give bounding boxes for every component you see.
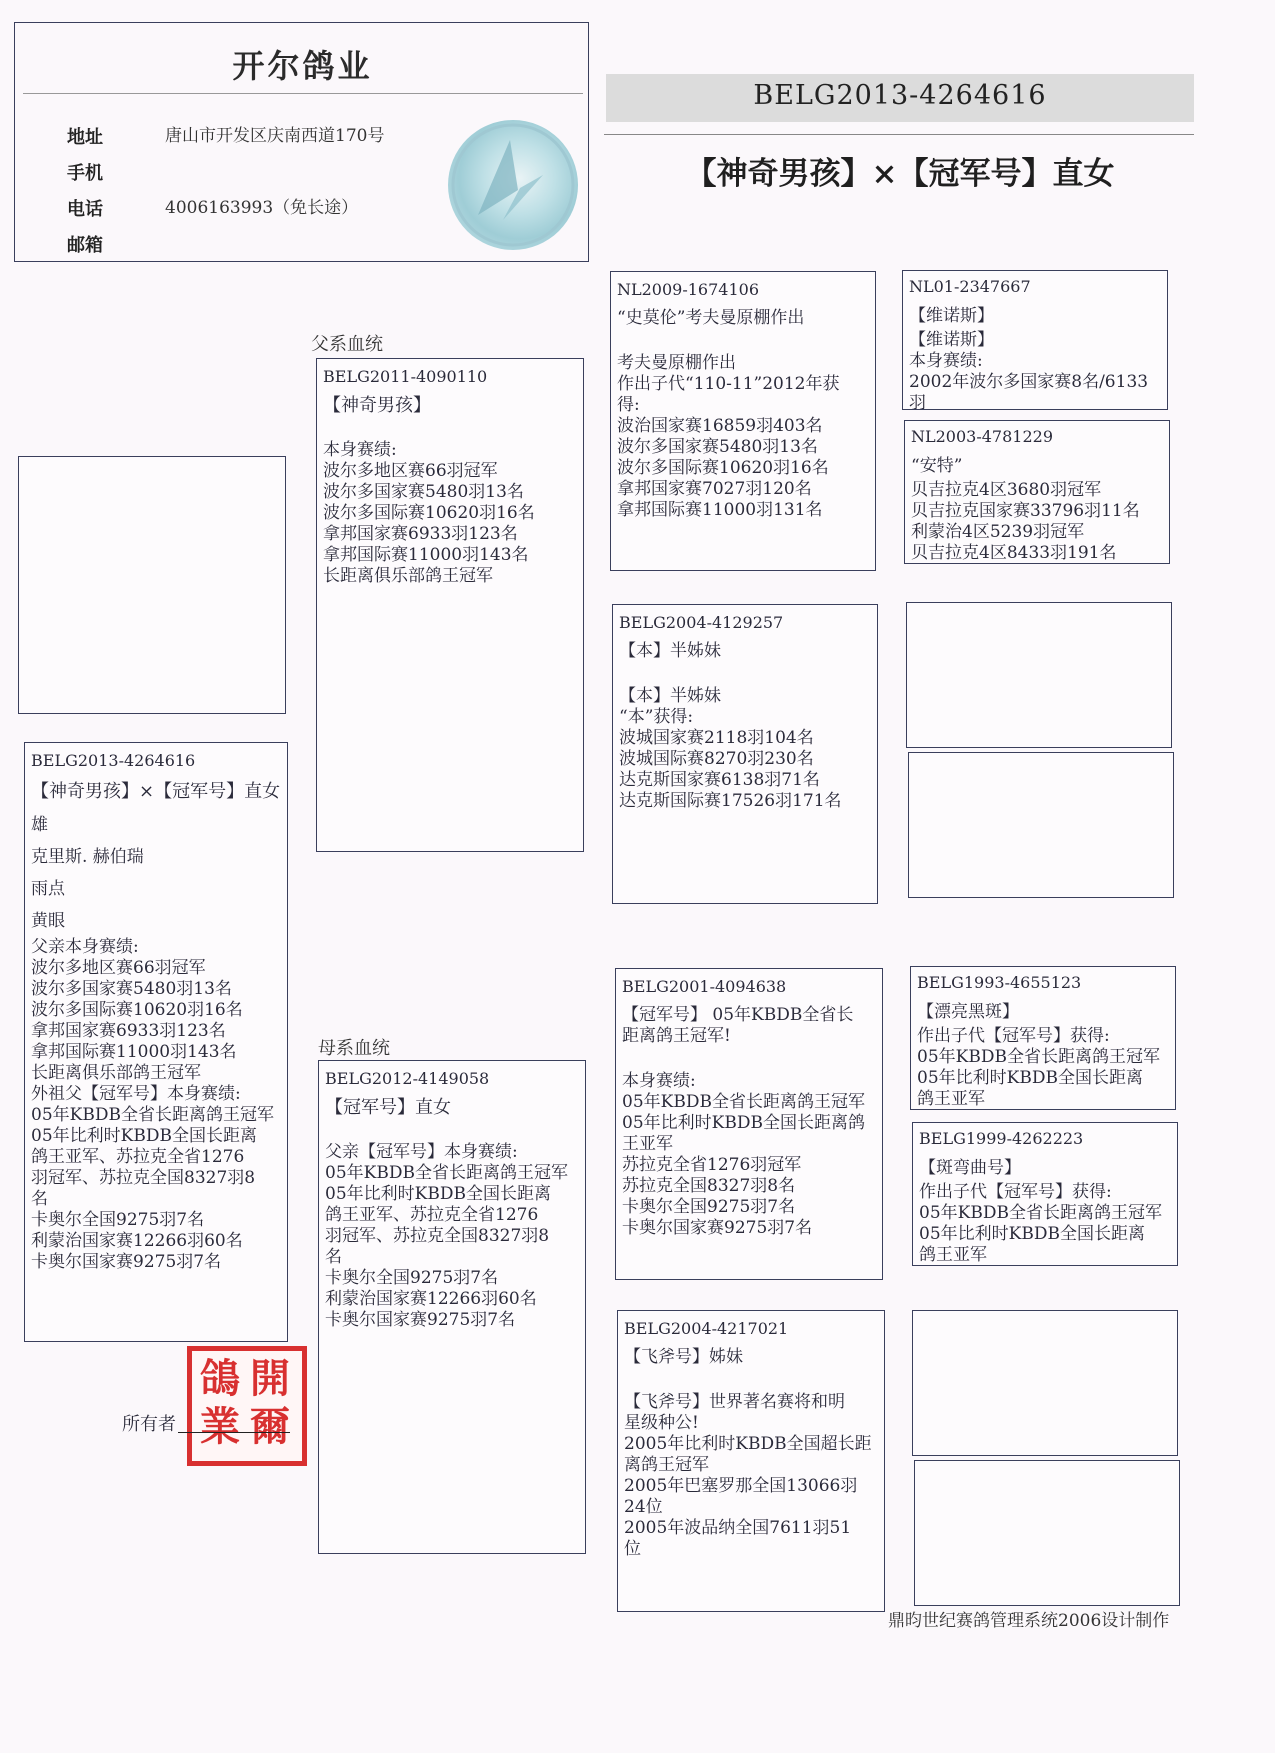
result-line: 波尔多地区赛66羽冠军	[323, 461, 498, 481]
dam-box	[318, 1060, 586, 1554]
dam-dam-box	[617, 1310, 885, 1612]
result-line: 羽	[909, 393, 926, 410]
result-line: 2005年波品纳全国7611羽51	[624, 1518, 852, 1538]
result-line: 位	[624, 1539, 641, 1559]
result-line: 本身赛绩:	[323, 440, 397, 460]
ring-number: BELG2004-4217021	[624, 1319, 789, 1338]
result-line: 鸽王亚军	[917, 1089, 985, 1109]
result-line: 05年KBDB全省长距离鸽王冠军	[919, 1203, 1162, 1223]
result-line: 05年KBDB全省长距离鸽王冠军	[622, 1092, 865, 1112]
ring-number: BELG2001-4094638	[622, 977, 787, 996]
result-line: 星级种公!	[624, 1413, 699, 1433]
result-line: 波尔多国家赛5480羽13名	[617, 437, 818, 457]
result-line: 达克斯国家赛6138羽71名	[619, 770, 820, 790]
results-list	[619, 686, 871, 812]
results-list	[617, 353, 869, 521]
ring-number: BELG2013-4264616	[31, 751, 196, 770]
result-line: 05年比利时KBDB全国长距离鸽	[622, 1113, 865, 1133]
result-line: 卡奥尔全国9275羽7名	[622, 1197, 796, 1217]
result-line: 贝吉拉克4区8433羽191名	[911, 543, 1117, 563]
result-line: 利蒙治4区5239羽冠军	[911, 522, 1085, 542]
pigeon-name: 【斑弯曲号】	[919, 1158, 1021, 1178]
result-line: 【飞斧号】世界著名赛将和明	[624, 1392, 845, 1412]
results-list	[919, 1182, 1171, 1266]
result-line: 作出子代【冠军号】获得:	[919, 1182, 1112, 1202]
result-line: 鸽王亚军、苏拉克全省1276	[31, 1147, 245, 1167]
result-line: 2005年巴塞罗那全国13066羽	[624, 1476, 858, 1496]
result-line: 卡奥尔国家赛9275羽7名	[325, 1310, 516, 1330]
result-line: 05年比利时KBDB全国长距离	[325, 1184, 551, 1204]
result-line: 05年KBDB全省长距离鸽王冠军	[325, 1163, 568, 1183]
result-line: 羽冠军、苏拉克全国8327羽8	[31, 1168, 256, 1188]
pigeon-name: 【冠军号】 05年KBDB全省长	[622, 1005, 854, 1025]
sire-section-label: 父系血统	[311, 334, 383, 355]
result-line: 05年比利时KBDB全国长距离	[919, 1224, 1145, 1244]
ring-number: NL2003-4781229	[911, 427, 1054, 446]
ring-number: BELG2012-4149058	[325, 1069, 490, 1088]
result-line: 波城国际赛8270羽230名	[619, 749, 814, 769]
result-line: 波城国家赛2118羽104名	[619, 728, 814, 748]
pigeon-name: 距离鸽王冠军!	[622, 1026, 731, 1046]
results-list	[323, 440, 577, 587]
ring-number: BELG2004-4129257	[619, 613, 784, 632]
ring-number: BELG2011-4090110	[323, 367, 488, 386]
result-line: 名	[31, 1189, 48, 1209]
phone-value: 4006163993（免长途）	[165, 198, 359, 218]
pigeon-name: “史莫伦”考夫曼原棚作出	[617, 308, 805, 328]
ring-number: BELG1999-4262223	[919, 1129, 1084, 1148]
sire-sire-dam-box	[904, 420, 1170, 564]
pigeon-name: 【飞斧号】姊妹	[624, 1347, 743, 1367]
dam-sire-box	[615, 968, 883, 1280]
pigeon-name: 【维诺斯】	[909, 306, 994, 326]
detail-line: 黄眼	[31, 911, 65, 931]
red-seal-stamp	[187, 1346, 307, 1466]
result-line: 卡奥尔国家赛9275羽7名	[31, 1252, 222, 1272]
result-line: 波尔多国家赛5480羽13名	[323, 482, 524, 502]
results-list	[31, 937, 281, 1273]
divider	[604, 134, 1194, 135]
dam-sire-sire-box	[910, 966, 1176, 1110]
pigeon-name: 【神奇男孩】×【冠军号】直女	[31, 781, 281, 802]
phone-label: 电话	[67, 199, 103, 220]
result-line: 苏拉克全省1276羽冠军	[622, 1155, 802, 1175]
result-line: 波尔多国家赛5480羽13名	[31, 979, 232, 999]
owner-signature-line	[178, 1432, 290, 1433]
result-line: 05年比利时KBDB全国长距离	[917, 1068, 1143, 1088]
result-line: 05年KBDB全省长距离鸽王冠军	[31, 1105, 274, 1125]
results-list	[624, 1392, 878, 1560]
sire-box	[316, 358, 584, 852]
result-line: 本身赛绩:	[622, 1071, 696, 1091]
dam-dam-sire-box	[912, 1310, 1178, 1456]
result-line: 名	[325, 1247, 342, 1267]
pigeon-name: “安特”	[911, 456, 963, 476]
result-line: 贝吉拉克国家赛33796羽11名	[911, 501, 1140, 521]
result-line: 父亲本身赛绩:	[31, 937, 139, 957]
result-line: 拿邦国家赛7027羽120名	[617, 479, 812, 499]
pigeon-name: 【本】半姊妹	[619, 641, 721, 661]
result-line: 波治国家赛16859羽403名	[617, 416, 823, 436]
result-line: 作出子代“110-11”2012年获	[617, 374, 840, 394]
result-line: 长距离俱乐部鸽王冠军	[323, 566, 493, 586]
company-name: 开尔鸽业	[232, 47, 373, 85]
dam-sire-dam-box	[912, 1122, 1178, 1266]
result-line: 24位	[624, 1497, 663, 1517]
result-line: 2005年比利时KBDB全国超长距	[624, 1434, 872, 1454]
dam-dam-dam-box	[914, 1460, 1180, 1606]
results-list	[325, 1142, 579, 1331]
detail-line: 克里斯. 赫伯瑞	[31, 847, 144, 867]
result-line: 卡奥尔全国9275羽7名	[31, 1210, 205, 1230]
result-line: 本身赛绩:	[909, 351, 983, 371]
hologram-logo	[448, 120, 578, 250]
result-line: 离鸽王冠军	[624, 1455, 709, 1475]
sire-dam-box	[612, 604, 878, 904]
ring-number: NL01-2347667	[909, 277, 1031, 296]
sire-sire-box	[610, 271, 876, 571]
dam-section-label: 母系血统	[318, 1038, 390, 1059]
seal-char: 開	[250, 1355, 290, 1402]
result-line: 鸽王亚军、苏拉克全省1276	[325, 1205, 539, 1225]
result-line: 波尔多国际赛10620羽16名	[617, 458, 829, 478]
seal-char: 爾	[250, 1403, 290, 1450]
address-value: 唐山市开发区庆南西道170号	[165, 126, 385, 146]
result-line: 拿邦国家赛6933羽123名	[31, 1021, 226, 1041]
sire-dam-dam-box	[908, 752, 1174, 898]
result-line: 波尔多国际赛10620羽16名	[323, 503, 535, 523]
pigeon-name: 【漂亮黑斑】	[917, 1002, 1019, 1022]
results-list	[917, 1026, 1169, 1110]
result-line: 05年KBDB全省长距离鸽王冠军	[917, 1047, 1160, 1067]
result-line: 作出子代【冠军号】获得:	[917, 1026, 1110, 1046]
subject-pigeon-box	[24, 742, 288, 1342]
pigeon-name: 【冠军号】直女	[325, 1097, 451, 1118]
result-line: 波尔多国际赛10620羽16名	[31, 1000, 243, 1020]
result-line: 【维诺斯】	[909, 330, 994, 350]
title-ring-number: BELG2013-4264616	[753, 80, 1047, 111]
seal-char: 鴿	[200, 1355, 240, 1402]
result-line: 鸽王亚军	[919, 1245, 987, 1265]
divider	[23, 93, 583, 94]
ring-number: BELG1993-4655123	[917, 973, 1082, 992]
result-line: 拿邦国际赛11000羽143名	[323, 545, 529, 565]
result-line: 贝吉拉克4区3680羽冠军	[911, 480, 1102, 500]
result-line: 羽冠军、苏拉克全国8327羽8	[325, 1226, 550, 1246]
result-line: 王亚军	[622, 1134, 673, 1154]
seal-char: 業	[200, 1403, 240, 1450]
email-label: 邮箱	[67, 235, 103, 256]
footer-credit: 鼎昀世纪赛鸽管理系统2006设计制作	[888, 1611, 1170, 1631]
owner-label: 所有者	[122, 1414, 176, 1435]
result-line: 2002年波尔多国家赛8名/6133	[909, 372, 1149, 392]
result-line: 考夫曼原棚作出	[617, 353, 736, 373]
results-list	[622, 1071, 876, 1239]
result-line: 父亲【冠军号】本身赛绩:	[325, 1142, 518, 1162]
result-line: 卡奥尔国家赛9275羽7名	[622, 1218, 813, 1238]
result-line: “本”获得:	[619, 707, 694, 727]
result-line: 拿邦国家赛6933羽123名	[323, 524, 518, 544]
result-line: 利蒙治国家赛12266羽60名	[325, 1289, 537, 1309]
results-list	[909, 330, 1161, 410]
result-line: 外祖父【冠军号】本身赛绩:	[31, 1084, 241, 1104]
photo-frame	[18, 456, 286, 714]
results-list	[911, 480, 1163, 564]
result-line: 卡奥尔全国9275羽7名	[325, 1268, 499, 1288]
ring-number: NL2009-1674106	[617, 280, 760, 299]
title-pigeon-name: 【神奇男孩】×【冠军号】直女	[685, 156, 1115, 192]
detail-line: 雄	[31, 815, 48, 835]
result-line: 长距离俱乐部鸽王冠军	[31, 1063, 201, 1083]
result-line: 拿邦国际赛11000羽143名	[31, 1042, 237, 1062]
pigeon-name: 【神奇男孩】	[323, 395, 431, 416]
mobile-label: 手机	[67, 163, 103, 184]
result-line: 【本】半姊妹	[619, 686, 721, 706]
sire-sire-sire-box	[902, 270, 1168, 410]
result-line: 拿邦国际赛11000羽131名	[617, 500, 823, 520]
result-line: 苏拉克全国8327羽8名	[622, 1176, 796, 1196]
result-line: 05年比利时KBDB全国长距离	[31, 1126, 257, 1146]
sire-dam-sire-box	[906, 602, 1172, 748]
result-line: 波尔多地区赛66羽冠军	[31, 958, 206, 978]
result-line: 达克斯国际赛17526羽171名	[619, 791, 842, 811]
detail-line: 雨点	[31, 879, 65, 899]
address-label: 地址	[67, 127, 103, 148]
result-line: 利蒙治国家赛12266羽60名	[31, 1231, 243, 1251]
result-line: 得:	[617, 395, 640, 415]
